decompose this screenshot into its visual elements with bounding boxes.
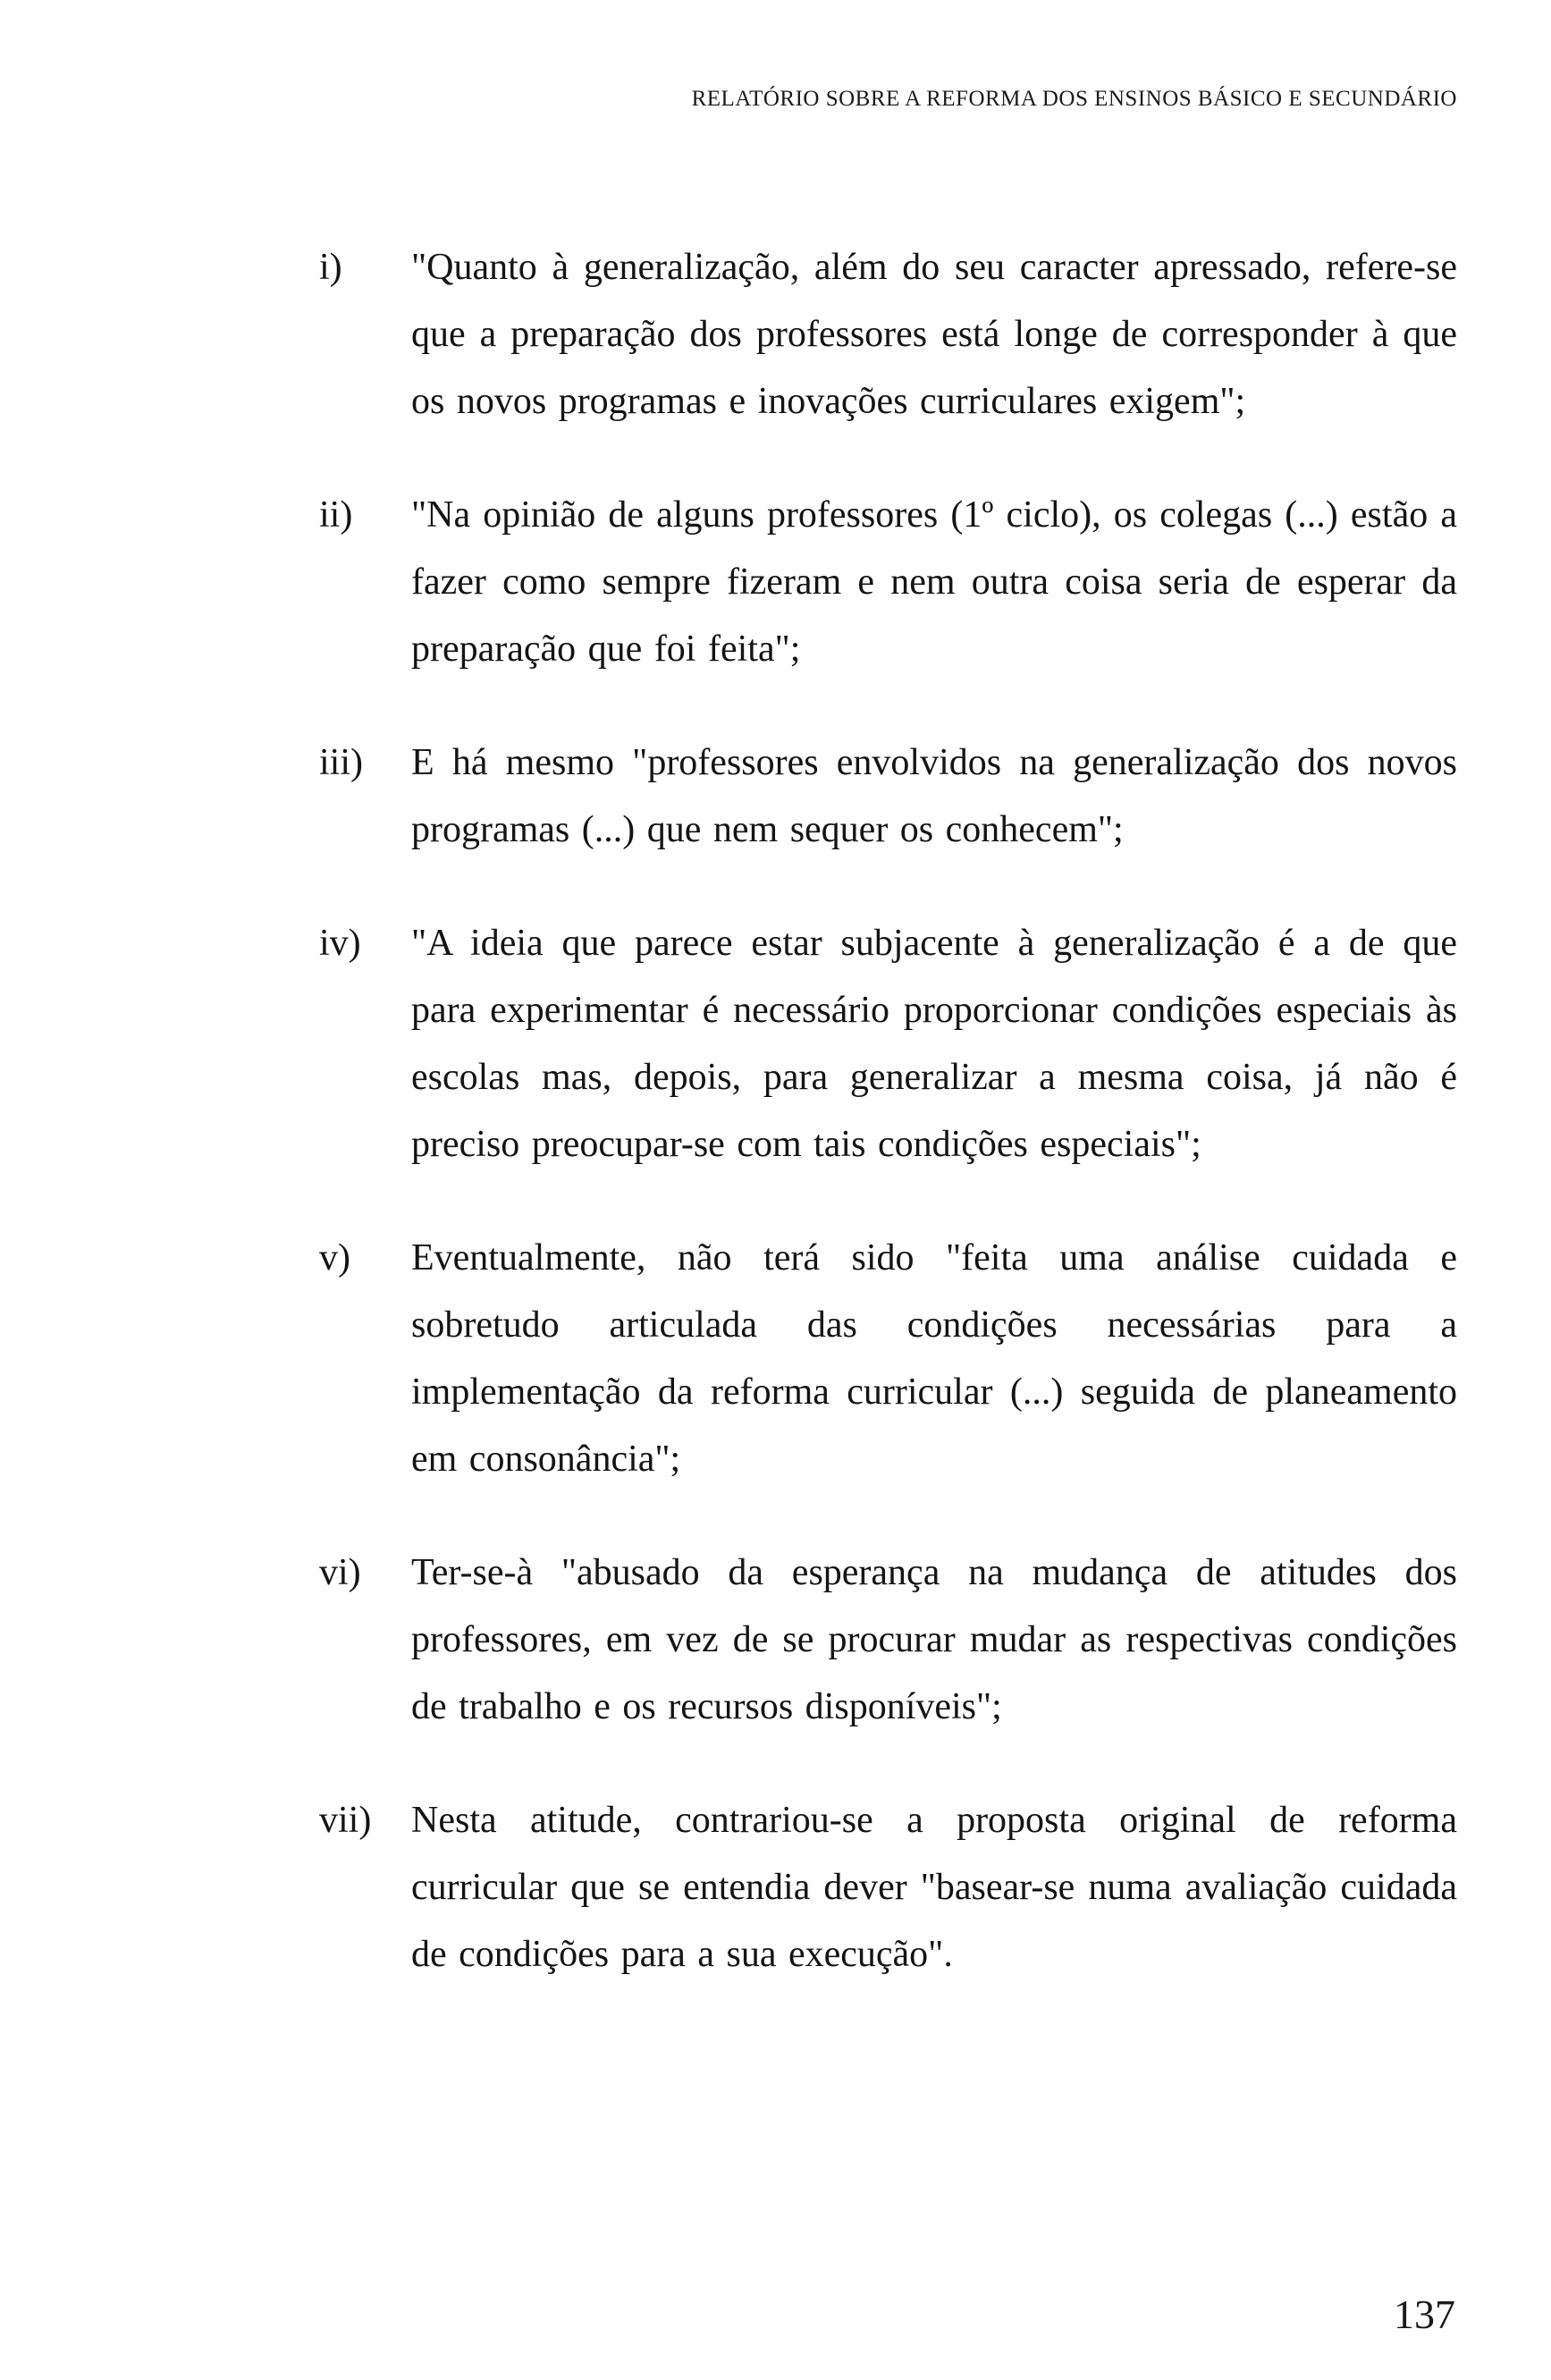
list-item-text: Eventualmente, não terá sido "feita uma análise cuidada e sobretudo articulada das condições necessárias para a implementação da reforma curricular (...) seguida de planeamento em consonância"; bbox=[411, 1237, 1457, 1480]
list-item-marker: v) bbox=[319, 1237, 350, 1279]
list-item-marker: iv) bbox=[319, 923, 361, 964]
list-item bbox=[319, 1225, 1457, 1493]
list-item-marker: i) bbox=[319, 247, 342, 288]
list-item-text: Ter-se-à "abusado da esperança na mudança de atitudes dos professores, em vez de se procurar mudar as respectivas condições de trabalho e os recursos disponíveis"; bbox=[411, 1552, 1457, 1727]
list-item-marker: vi) bbox=[319, 1552, 361, 1593]
list-item bbox=[319, 730, 1457, 864]
list-item bbox=[319, 482, 1457, 683]
list-item bbox=[319, 234, 1457, 435]
list-item bbox=[319, 1787, 1457, 1988]
list-item-text: E há mesmo "professores envolvidos na generalização dos novos programas (...) que nem sequer os conhecem"; bbox=[411, 742, 1457, 850]
running-header: RELATÓRIO SOBRE A REFORMA DOS ENSINOS BÁSICO E SECUNDÁRIO bbox=[691, 87, 1457, 111]
list-item-marker: iii) bbox=[319, 742, 363, 783]
list-item-text: "Quanto à generalização, além do seu caracter apressado, refere-se que a preparação dos professores está longe de corresponder à que os novos programas e inovações curriculares exigem"; bbox=[411, 247, 1457, 422]
list-item-marker: ii) bbox=[319, 494, 353, 536]
list-item bbox=[319, 910, 1457, 1178]
list-item-text: Nesta atitude, contrariou-se a proposta original de reforma curricular que se entendia dever "basear-se numa avaliação cuidada de condições para a sua execução". bbox=[411, 1800, 1457, 1975]
list-item-text: "Na opinião de alguns professores (1º ciclo), os colegas (...) estão a fazer como sempre fizeram e nem outra coisa seria de esperar da preparação que foi feita"; bbox=[411, 494, 1457, 670]
page-number: 137 bbox=[1394, 2291, 1455, 2337]
list-item bbox=[319, 1540, 1457, 1741]
list-item-marker: vii) bbox=[319, 1800, 372, 1841]
quote-list bbox=[319, 234, 1457, 2035]
list-item-text: "A ideia que parece estar subjacente à generalização é a de que para experimentar é necessário proporcionar condições especiais às escolas mas, depois, para generalizar a mesma coisa, já não é preciso preocupar-se com tais condições especiais"; bbox=[411, 923, 1457, 1165]
